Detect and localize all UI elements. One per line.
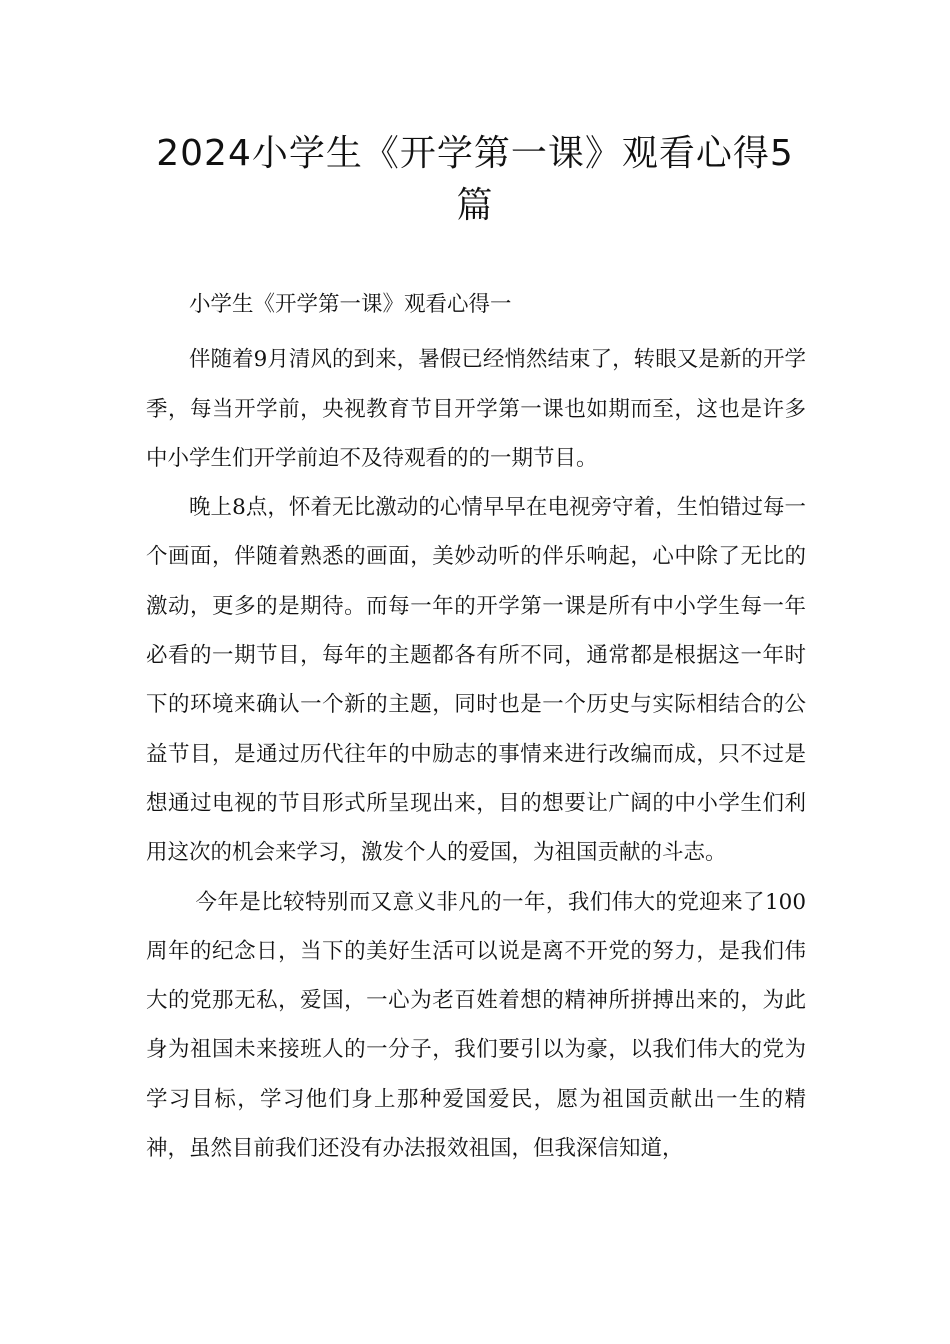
document-title: 2024小学生《开学第一课》观看心得5篇: [156, 133, 794, 226]
paragraph-2: 晚上8点，怀着无比激动的心情早早在电视旁守着，生怕错过每一个画面，伴随着熟悉的画面，美妙动听的伴乐响起，心中除了无比的激动，更多的是期待。而每一年的开学第一课是所有中小学生每一年必看的一期节目，每年的主题都各有所不同，通常都是根据这一年时下的环境来确认一个新的主题，同时也是一个历史与实际相结合的公益节目，是通过历代往年的中励志的事情来进行改编而成，只不过是想通过电视的节目形式所呈现出来，目的想要让广阔的中小学生们利用这次的机会来学习，激发个人的爱国，为祖国贡献的斗志。: [146, 495, 806, 866]
paragraph-3: 今年是比较特别而又意义非凡的一年，我们伟大的党迎来了100周年的纪念日，当下的美好生活可以说是离不开党的努力，是我们伟大的党那无私，爱国，一心为老百姓着想的精神所拼搏出来的，为此身为祖国未来接班人的一分子，我们要引以为豪，以我们伟大的党为学习目标，学习他们身上那种爱国爱民，愿为祖国贡献出一生的精神，虽然目前我们还没有办法报效祖国，但我深信知道，: [146, 889, 806, 1162]
paragraph-1: 伴随着9月清风的到来，暑假已经悄然结束了，转眼又是新的开学季，每当开学前，央视教育节目开学第一课也如期而至，这也是许多中小学生们开学前迫不及待观看的的一期节目。: [146, 347, 806, 471]
section-heading: 小学生《开学第一课》观看心得一: [189, 292, 512, 317]
document-body: [146, 280, 806, 1173]
